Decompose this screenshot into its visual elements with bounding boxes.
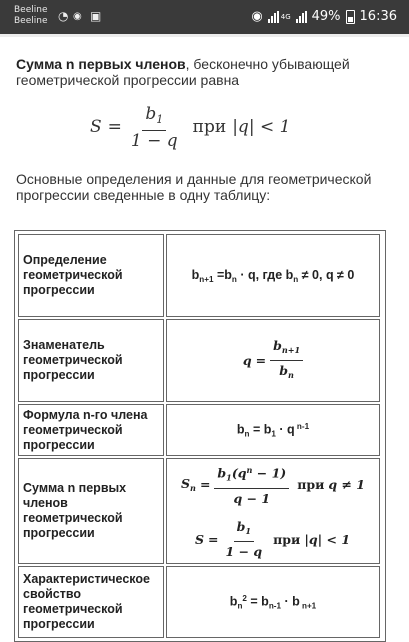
table-row-label: Формула n-го члена геометрической прогрессии — [18, 404, 164, 456]
table-row-label: Знаменатель геометрической прогрессии — [18, 319, 164, 402]
nth-term-formula: $b_n = b_1 \cdot q$ $^{n-1}$ — [166, 404, 380, 456]
sum-formulas: $S_n$ = $\frac{b_1(q^n - 1)}{q - 1}$ при q ≠ 1 S = $\frac{b_1}{1 - q}$ при |q| < 1 — [166, 458, 380, 564]
intro-paragraph: Сумма n первых членов, бесконечно убывающей геометрической прогрессии равна — [16, 56, 350, 88]
signal-icon — [296, 11, 307, 23]
table-row-label: Определение геометрической прогрессии — [18, 234, 164, 317]
formulas-table — [14, 230, 386, 642]
network-type: 4G — [280, 12, 291, 21]
property-formula: $b_n^2 = b_{n-1} \cdot b$ $_{n+1}$ — [166, 566, 380, 638]
infinite-sum-formula: S = $\frac{b_1}{1 - q}$ при |q| < 1 — [90, 104, 291, 151]
battery-percent: 49% — [311, 9, 341, 24]
table-row-label: Сумма n первых членов геометрической прогрессии — [18, 458, 164, 564]
definition-formula: $b_{n+1} =b_n \cdot q$, где $b_n \ne 0$, q ≠ 0 — [166, 234, 380, 317]
eye-icon: ◉ — [251, 9, 263, 24]
status-bar — [0, 0, 409, 34]
whatsapp-icon: ◔ — [58, 9, 69, 23]
table-row-label: Характеристическое свойство геометрической прогрессии — [18, 566, 164, 638]
image-icon: ▣ — [90, 9, 102, 23]
camera-icon: ◉ — [73, 11, 82, 22]
battery-icon — [346, 10, 355, 24]
cropped-text-edge — [0, 34, 409, 37]
clock: 16:36 — [359, 9, 397, 24]
page-content — [0, 34, 409, 631]
table-intro-paragraph: Основные определения и данные для геометрической прогрессии сведенные в одну таблицу: — [16, 171, 372, 203]
carrier-label: Beeline Beeline — [14, 5, 48, 26]
status-right — [251, 9, 397, 24]
ratio-formula: q = $\frac{b_{n+1}}{b_n}$ — [166, 319, 380, 402]
signal-icon — [268, 11, 279, 23]
